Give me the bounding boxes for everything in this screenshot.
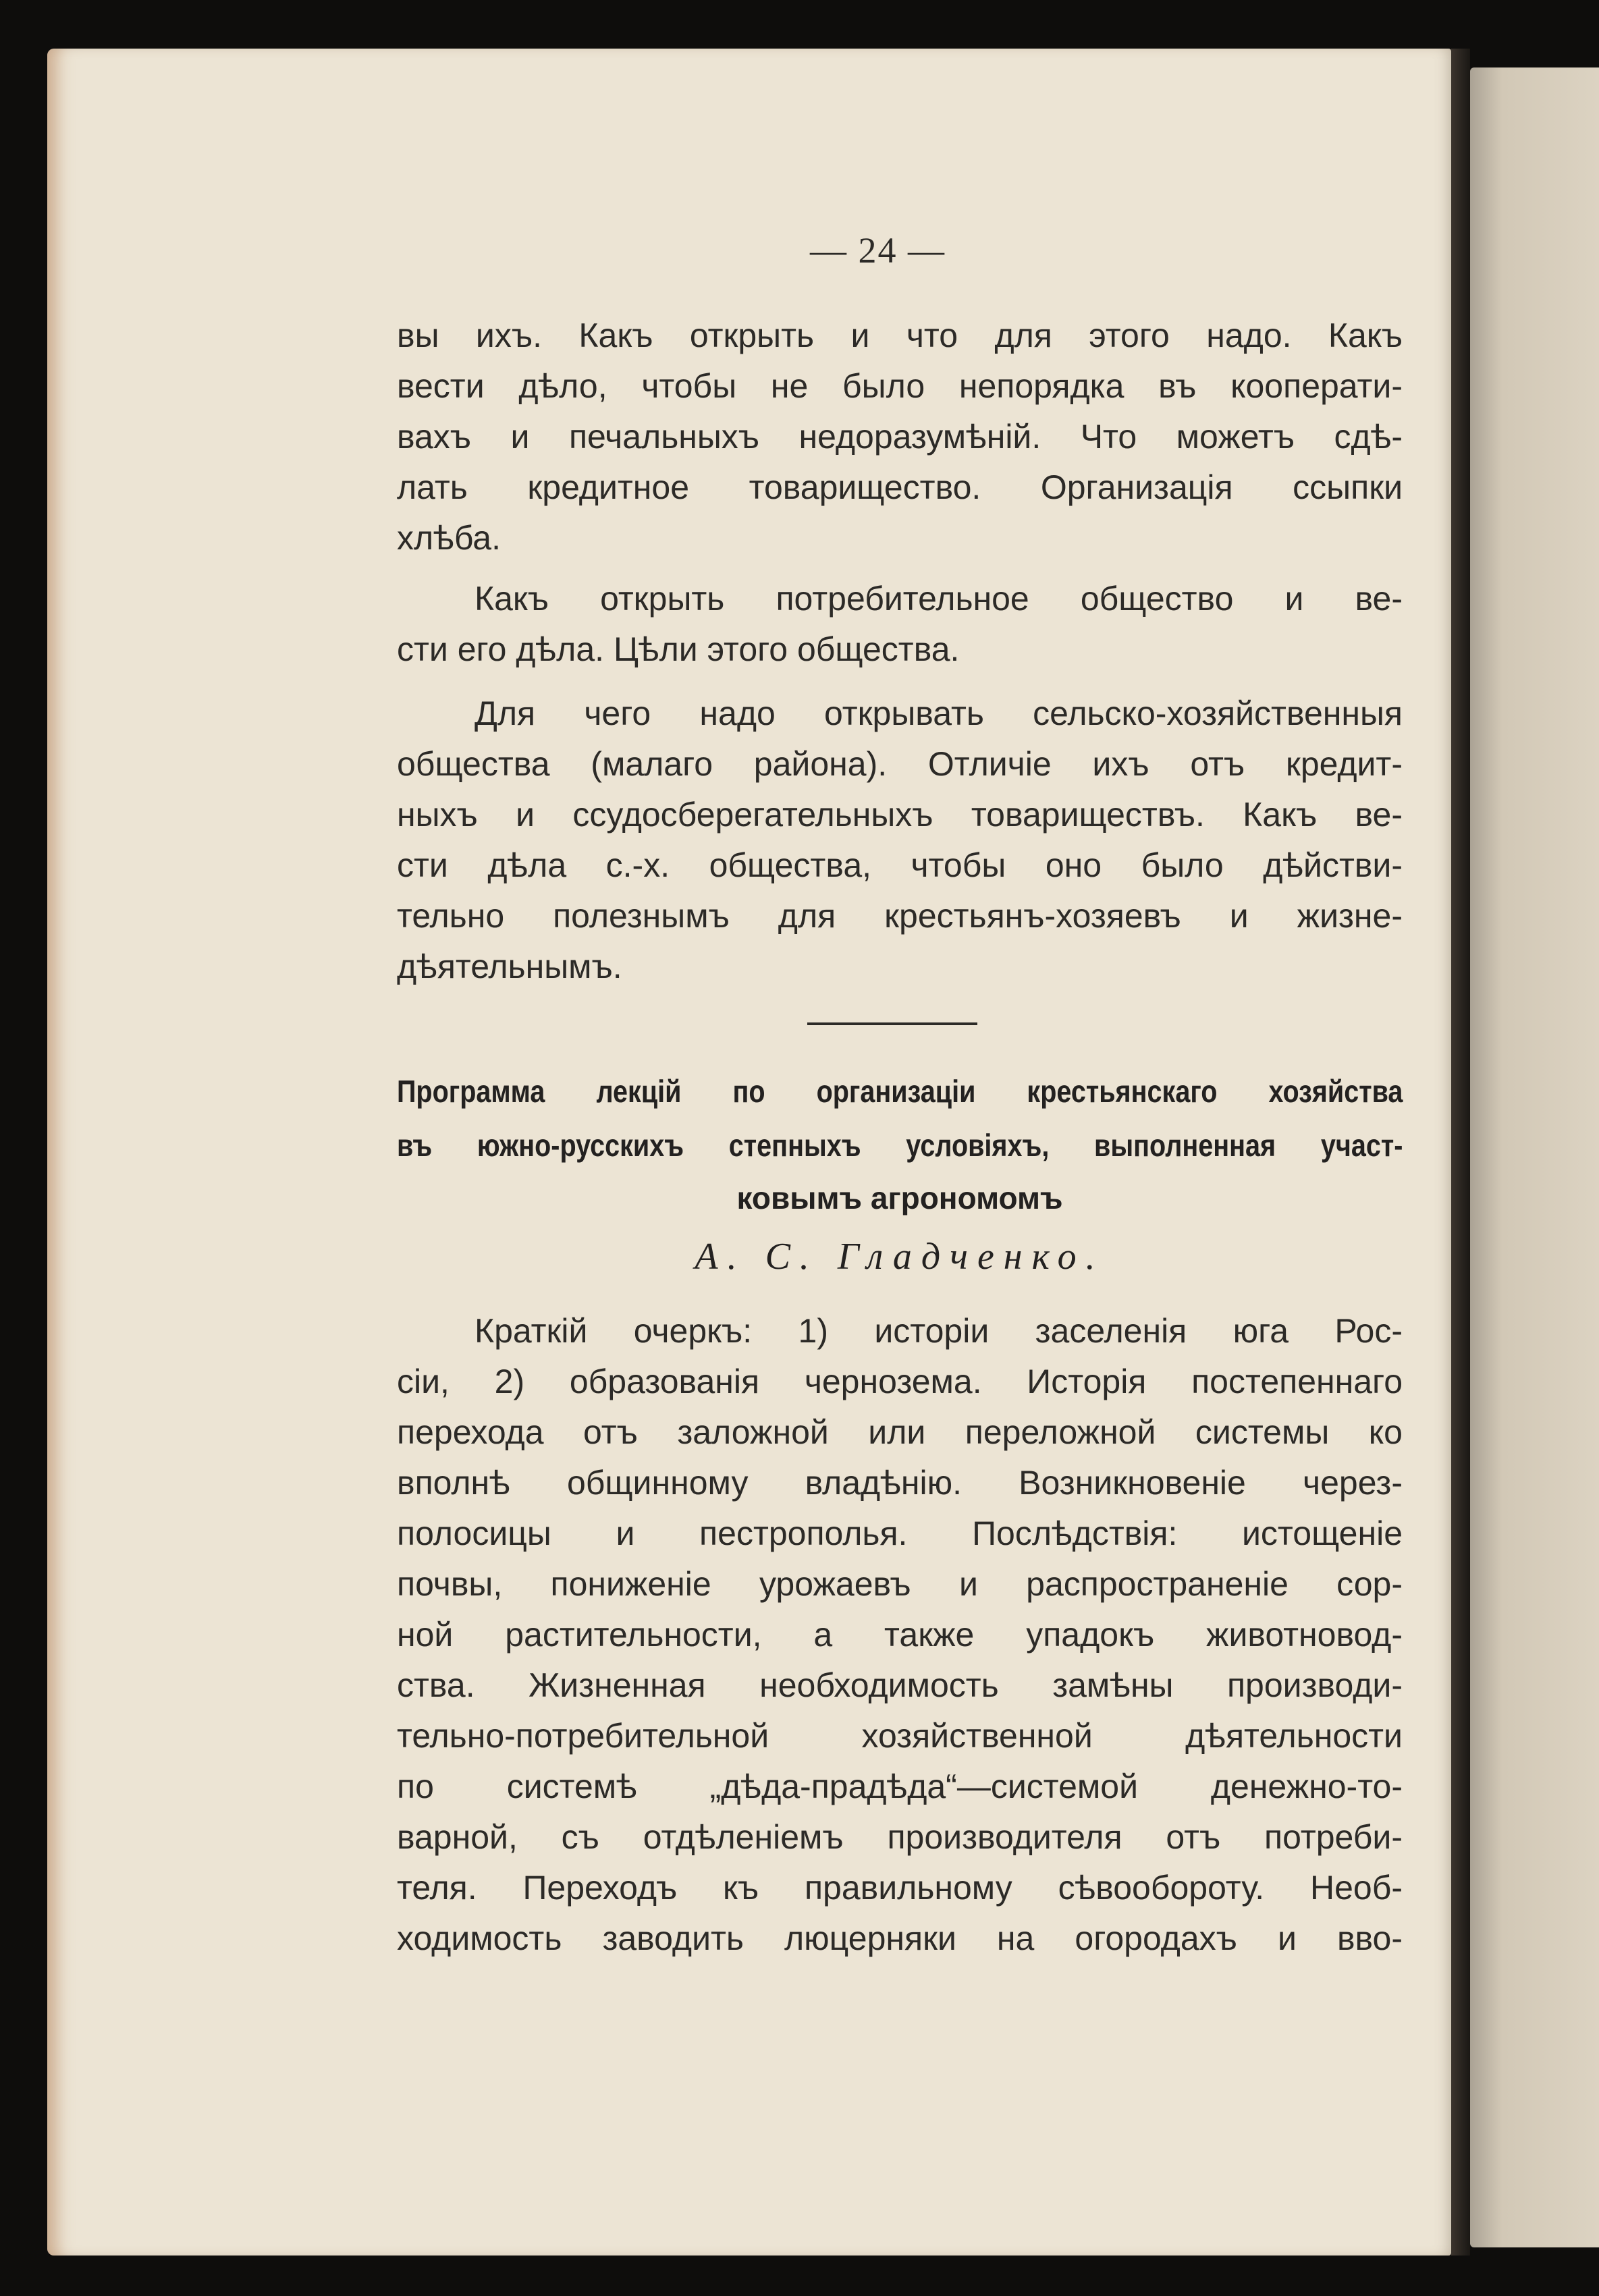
section-divider: [807, 1022, 977, 1025]
text-line: ходимость заводить люцерняки на огородахъ и вво-: [397, 1919, 1403, 1957]
text-line: вы ихъ. Какъ открыть и что для этого надо. Какъ: [397, 317, 1403, 354]
text-line: по системѣ „дѣда-прадѣда“—системой денежно-то-: [397, 1768, 1403, 1805]
author-name: А. С. Гладченко.: [695, 1236, 1105, 1278]
text-line: полосицы и пестрополья. Послѣдствія: истощеніе: [397, 1514, 1403, 1552]
book-spine: [1451, 49, 1470, 2256]
text-line: хлѣба.: [397, 519, 502, 557]
text-line: тельно-потребительной хозяйственной дѣятельности: [397, 1717, 1403, 1755]
text-line: перехода отъ заложной или переложной системы ко: [397, 1413, 1403, 1451]
section-heading-line: Программа лекцій по организаціи крестьянскаго хозяйства: [397, 1074, 1403, 1109]
text-line: сти дѣла с.-х. общества, чтобы оно было дѣйстви-: [397, 846, 1403, 884]
text-line: вахъ и печальныхъ недоразумѣній. Что можетъ сдѣ-: [397, 418, 1403, 456]
text-line: сіи, 2) образованія чернозема. Исторія постепеннаго: [397, 1363, 1403, 1400]
text-line: ства. Жизненная необходимость замѣны производи-: [397, 1666, 1403, 1704]
text-line: дѣятельнымъ.: [397, 948, 622, 985]
text-line: ной растительности, а также упадокъ животновод-: [397, 1616, 1403, 1653]
section-heading-line: ковымъ агрономомъ: [736, 1180, 1063, 1215]
text-line: ныхъ и ссудосберегательныхъ товариществъ. Какъ ве-: [397, 796, 1403, 833]
text-line: вполнѣ общинному владѣнію. Возникновеніе через-: [397, 1464, 1403, 1502]
text-line: Какъ открыть потребительное общество и ве-: [475, 580, 1403, 618]
text-line: вести дѣло, чтобы не было непорядка въ кооперати-: [397, 367, 1403, 405]
text-line: теля. Переходъ къ правильному сѣвообороту. Необ-: [397, 1869, 1403, 1907]
text-line: Для чего надо открывать сельско-хозяйственныя: [475, 694, 1403, 732]
text-line: почвы, пониженіе урожаевъ и распространеніе сор-: [397, 1565, 1403, 1603]
text-line: сти его дѣла. Цѣли этого общества.: [397, 630, 960, 668]
text-line: лать кредитное товарищество. Организація ссыпки: [397, 468, 1403, 506]
section-heading-line: въ южно-русскихъ степныхъ условіяхъ, выполненная участ-: [397, 1128, 1403, 1163]
page-number: — 24 —: [810, 230, 946, 271]
text-line: тельно полезнымъ для крестьянъ-хозяевъ и жизне-: [397, 897, 1403, 935]
facing-page: [1470, 67, 1599, 2247]
text-line: общества (малаго района). Отличіе ихъ отъ кредит-: [397, 745, 1403, 783]
text-line: Краткій очеркъ: 1) исторіи заселенія юга Рос-: [475, 1312, 1403, 1350]
text-line: варной, съ отдѣленіемъ производителя отъ потреби-: [397, 1818, 1403, 1856]
